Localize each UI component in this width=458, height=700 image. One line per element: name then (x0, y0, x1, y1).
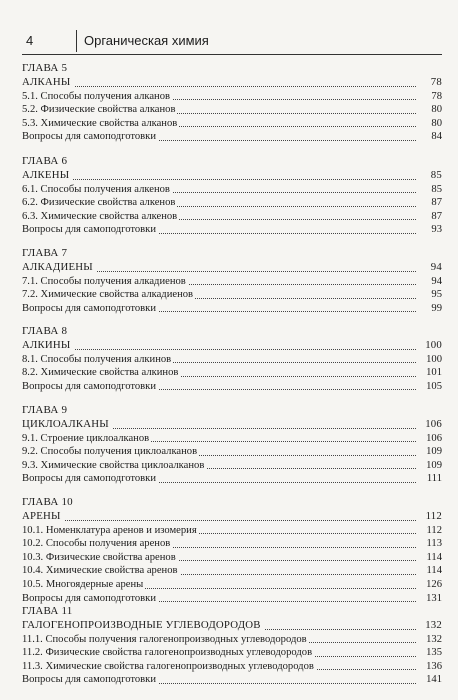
chapter-title-entry[interactable] (22, 169, 442, 183)
chapter-title: ГАЛОГЕНОПРОИЗВОДНЫЕ УГЛЕВОДОРОДОВ (22, 619, 264, 633)
toc-entry[interactable] (22, 196, 442, 210)
page-ref: 132 (425, 619, 442, 631)
entry-text: 8.2. Химические свойства алкинов (22, 367, 179, 379)
chapter-title: АЛКАНЫ (22, 76, 74, 90)
toc-entry[interactable] (22, 103, 442, 117)
page-ref: 95 (431, 289, 442, 301)
header-divider (76, 30, 77, 52)
page-ref: 114 (426, 565, 442, 577)
page-ref: 87 (431, 210, 442, 222)
page-ref: 141 (426, 674, 442, 686)
page-ref: 111 (426, 473, 442, 485)
toc-entry[interactable] (22, 302, 442, 316)
toc-entry[interactable] (22, 275, 442, 289)
page-ref: 85 (431, 183, 442, 195)
chapter-title: АРЕНЫ (22, 510, 64, 524)
chapter-title: АЛКЕНЫ (22, 169, 72, 183)
entry-text: 6.2. Физические свойства алкенов (22, 197, 176, 209)
chapter-title: АЛКИНЫ (22, 339, 74, 353)
toc-entry[interactable] (22, 633, 442, 647)
entry-text: 7.1. Способы получения алкадиенов (22, 275, 186, 287)
entry-text: 10.1. Номенклатура аренов и изомерия (22, 524, 197, 536)
chapter-label: ГЛАВА 10 (22, 496, 73, 508)
page-ref: 94 (430, 261, 442, 273)
toc-entry[interactable] (22, 459, 442, 473)
entry-text: 7.2. Химические свойства алкадиенов (22, 289, 194, 301)
chapter-title-entry[interactable] (22, 261, 442, 275)
chapter-section (22, 604, 442, 686)
entry-text: 5.2. Физические свойства алканов (22, 104, 176, 116)
toc-entry[interactable] (22, 537, 442, 551)
page-ref: 84 (431, 131, 442, 143)
page-ref: 80 (431, 117, 442, 129)
page-ref: 100 (426, 353, 442, 365)
page-ref: 109 (426, 446, 442, 458)
page-ref: 126 (426, 578, 442, 590)
chapter-title-entry[interactable] (22, 418, 442, 432)
entry-text: Вопросы для самоподготовки (22, 380, 156, 392)
entry-text: 9.1. Строение циклоалканов (22, 432, 150, 444)
chapter-title-entry[interactable] (22, 76, 442, 90)
page-ref: 106 (426, 432, 442, 444)
entry-text: 6.1. Способы получения алкенов (22, 183, 170, 195)
page-ref: 94 (431, 275, 442, 287)
page-ref: 109 (426, 459, 442, 471)
page-ref: 136 (426, 660, 442, 672)
entry-text: Вопросы для самоподготовки (22, 302, 156, 314)
entry-text: Вопросы для самоподготовки (22, 473, 156, 485)
chapter-title-entry[interactable] (22, 339, 442, 353)
chapter-label: ГЛАВА 8 (22, 325, 68, 337)
toc-entry[interactable] (22, 646, 442, 660)
table-of-contents (22, 61, 442, 686)
page-ref: 87 (431, 197, 442, 209)
toc-entry[interactable] (22, 551, 442, 565)
page-ref: 100 (425, 339, 442, 351)
page-ref: 85 (430, 169, 442, 181)
page-number: 4 (26, 33, 34, 48)
entry-text: 10.3. Физические свойства аренов (22, 551, 176, 563)
entry-text: 11.2. Физические свойства галогенопроизводных углеводородов (22, 647, 313, 659)
page-ref: 112 (426, 524, 442, 536)
toc-entry[interactable] (22, 432, 442, 446)
toc-entry[interactable] (22, 210, 442, 224)
entry-text: 11.1. Способы получения галогенопроизводных углеводородов (22, 633, 307, 645)
toc-entry[interactable] (22, 288, 442, 302)
entry-text: 10.4. Химические свойства аренов (22, 565, 178, 577)
toc-entry[interactable] (22, 90, 442, 104)
entry-text: 5.1. Способы получения алканов (22, 90, 171, 102)
entry-text: 8.1. Способы получения алкинов (22, 353, 172, 365)
toc-entry[interactable] (22, 183, 442, 197)
page-ref: 131 (426, 592, 442, 604)
entry-text: Вопросы для самоподготовки (22, 674, 156, 686)
entry-text: 9.2. Способы получения циклоалканов (22, 446, 198, 458)
page-ref: 80 (431, 104, 442, 116)
toc-entry[interactable] (22, 578, 442, 592)
page-ref: 112 (425, 510, 442, 522)
entry-text: 10.5. Многоядерные арены (22, 578, 144, 590)
toc-entry[interactable] (22, 673, 442, 687)
entry-text: Вопросы для самоподготовки (22, 592, 156, 604)
page-ref: 101 (426, 367, 442, 379)
running-header (22, 30, 442, 55)
chapter-label: ГЛАВА 7 (22, 247, 68, 259)
entry-text: Вопросы для самоподготовки (22, 224, 156, 236)
page-ref: 135 (426, 647, 442, 659)
toc-entry[interactable] (22, 130, 442, 144)
chapter-section (22, 246, 442, 324)
page-ref: 114 (426, 551, 442, 563)
toc-entry[interactable] (22, 564, 442, 578)
chapter-label: ГЛАВА 6 (22, 155, 68, 167)
toc-entry[interactable] (22, 660, 442, 674)
chapter-section (22, 495, 442, 604)
book-title: Органическая химия (84, 33, 209, 48)
chapter-title: ЦИКЛОАЛКАНЫ (22, 418, 112, 432)
chapter-section (22, 403, 442, 495)
page-ref: 106 (425, 418, 442, 430)
entry-text: 5.3. Химические свойства алканов (22, 117, 178, 129)
entry-text: 10.2. Способы получения аренов (22, 538, 171, 550)
entry-text: 9.3. Химические свойства циклоалканов (22, 459, 205, 471)
page-ref: 132 (426, 633, 442, 645)
toc-entry[interactable] (22, 380, 442, 394)
page-ref: 78 (431, 90, 442, 102)
toc-entry[interactable] (22, 524, 442, 538)
chapter-title-entry[interactable] (22, 510, 442, 524)
chapter-label: ГЛАВА 9 (22, 404, 68, 416)
chapter-label: ГЛАВА 5 (22, 62, 68, 74)
toc-entry[interactable] (22, 353, 442, 367)
chapter-title: АЛКАДИЕНЫ (22, 261, 96, 275)
toc-entry[interactable] (22, 366, 442, 380)
page-ref: 113 (426, 538, 442, 550)
chapter-title-entry[interactable] (22, 619, 442, 633)
page-ref: 78 (430, 76, 442, 88)
toc-entry[interactable] (22, 117, 442, 131)
toc-entry[interactable] (22, 223, 442, 237)
chapter-section (22, 154, 442, 246)
entry-text: 6.3. Химические свойства алкенов (22, 210, 178, 222)
page-ref: 99 (431, 302, 442, 314)
chapter-section (22, 61, 442, 154)
entry-text: Вопросы для самоподготовки (22, 131, 156, 143)
page-ref: 93 (431, 224, 442, 236)
toc-entry[interactable] (22, 445, 442, 459)
chapter-section (22, 324, 442, 403)
entry-text: 11.3. Химические свойства галогенопроизводных углеводородов (22, 660, 314, 672)
toc-entry[interactable] (22, 472, 442, 486)
page-ref: 105 (426, 380, 442, 392)
chapter-label: ГЛАВА 11 (22, 605, 73, 617)
